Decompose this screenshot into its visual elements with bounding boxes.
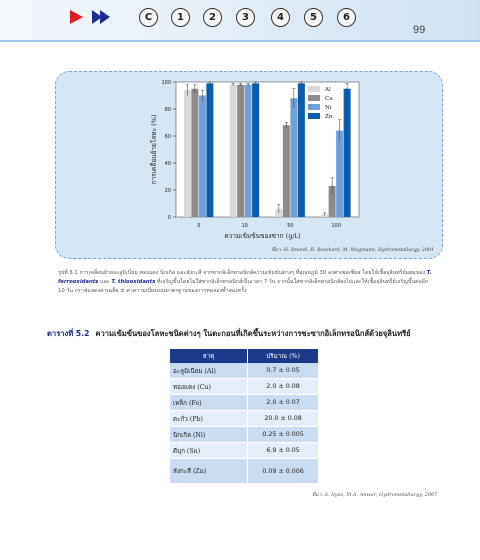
nav-chapter-5[interactable]: 5 xyxy=(304,8,323,27)
legend-label-al: Al xyxy=(325,87,331,93)
legend-swatch-zn xyxy=(308,113,320,119)
bar-zn xyxy=(252,83,259,217)
x-tick-label: 5 xyxy=(197,223,201,229)
column-header-amount: ปริมาณ (%) xyxy=(248,349,319,363)
table-title-text: ความเข้มข้นของโลหะชนิดต่างๆ ในตะกอนที่เกิดขึ้นระหว่างการชะซากอิเล็กทรอนิกส์ด้วยจุลินทรีย์ xyxy=(95,329,411,338)
y-axis-label: การเคลื่อนย้ายโลหะ (%) xyxy=(150,114,158,185)
row-amount: 0.25 ± 0.005 xyxy=(248,427,319,443)
species-name-1: T. ferrooxidants xyxy=(58,270,432,285)
bar-cu xyxy=(283,125,290,217)
x-axis-label: ความเข้มข้นของซาก (g/L) xyxy=(224,232,301,240)
row-element: นิกเกิล (Ni) xyxy=(170,427,248,443)
figure-source: ที่มา: H. Brandl, R. Bosshard, M. Wegmann, Hydrometallurgy, 2001 xyxy=(271,248,434,253)
y-tick-label: 0 xyxy=(167,215,171,221)
y-tick-label: 100 xyxy=(161,80,171,86)
caption-text-1: รูปที่ 5.1 การเคลื่อนย้ายอะลูมิเนียม ทองแดง นิกเกิล และสังกะสี จากซากอิเล็กทรอนิกส์ความเข้มข้นต่างๆ ที่อุณหภูมิ 30 องศาเซลเซียส โดยใช้เชื้อจุลินทรีย์ผสมของ xyxy=(58,270,427,276)
bar-zn xyxy=(298,83,305,217)
figure-caption xyxy=(58,269,436,295)
column-header-element: ธาตุ xyxy=(170,349,248,363)
nav-chapter-1[interactable]: 1 xyxy=(171,8,190,27)
row-element: เหล็ก (Fe) xyxy=(170,395,248,411)
legend-swatch-cu xyxy=(308,95,320,101)
species-name-2: T. thiooxidants xyxy=(111,278,156,285)
nav-chapter-4[interactable]: 4 xyxy=(271,8,290,27)
table-source: ที่มา: S. Ilyas, M.A. Anwar, Hydrometallurgy, 2007 xyxy=(312,492,438,498)
row-amount: 0.09 ± 0.006 xyxy=(248,459,319,484)
nav-chapter-c[interactable]: C xyxy=(139,8,158,27)
bar-cu xyxy=(191,89,198,217)
row-amount: 0.7 ± 0.05 xyxy=(248,363,319,379)
row-element: สังกะสี (Zn) xyxy=(170,459,248,484)
bar-ni xyxy=(245,85,252,217)
x-tick-label: 10 xyxy=(241,223,248,229)
row-element: ดีบุก (Sn) xyxy=(170,443,248,459)
table-number: ตารางที่ 5.2 xyxy=(47,329,90,338)
legend-label-cu: Cu xyxy=(325,96,333,102)
metal-concentration-table xyxy=(170,349,319,484)
bar-zn xyxy=(344,89,351,217)
legend-label-zn: Zn xyxy=(325,114,333,120)
y-tick-label: 80 xyxy=(164,107,171,113)
bar-al xyxy=(184,90,191,217)
caption-text-2: ที่เจริญขึ้นโดยไม่ใส่ซากอิเล็กทรอนิกส์เป็นเวลา 7 วัน จากนั้นใส่ซากอิเล็กทรอนิกส์ลงไปและให้เชื้อจุลินทรีย์เจริญขึ้นต่ออีก 10 วัน กราฟแสดงค่าเฉลี่ย ± ค่าความเบี่ยงเบนมาตรฐานของการทดลองซ้ำสองครั้ง xyxy=(58,278,429,294)
bar-zn xyxy=(206,83,213,217)
row-element: ตะกั่ว (Pb) xyxy=(170,411,248,427)
table-title xyxy=(47,328,411,340)
row-amount: 2.0 ± 0.08 xyxy=(248,379,319,395)
x-tick-label: 50 xyxy=(287,223,294,229)
legend-swatch-ni xyxy=(308,104,320,110)
bar-ni xyxy=(199,96,206,218)
caption-and: และ xyxy=(98,278,112,285)
nav-chapter-2[interactable]: 2 xyxy=(203,8,222,27)
row-element: ทองแดง (Cu) xyxy=(170,379,248,395)
y-tick-label: 20 xyxy=(164,188,171,194)
page-number: 99 xyxy=(413,24,426,36)
row-amount: 6.9 ± 0.05 xyxy=(248,443,319,459)
nav-chapter-3[interactable]: 3 xyxy=(236,8,255,27)
row-amount: 2.0 ± 0.07 xyxy=(248,395,319,411)
legend-swatch-al xyxy=(308,86,320,92)
y-tick-label: 40 xyxy=(164,161,171,167)
bar-ni xyxy=(290,98,297,217)
row-amount: 20.0 ± 0.08 xyxy=(248,411,319,427)
bar-ni xyxy=(336,131,343,217)
y-tick-label: 60 xyxy=(164,134,171,140)
bar-al xyxy=(230,85,237,217)
row-element: อะลูมิเนียม (Al) xyxy=(170,363,248,379)
bar-cu xyxy=(237,85,244,217)
x-tick-label: 100 xyxy=(331,223,341,229)
nav-chapter-6[interactable]: 6 xyxy=(337,8,356,27)
legend-label-ni: Ni xyxy=(325,105,332,111)
